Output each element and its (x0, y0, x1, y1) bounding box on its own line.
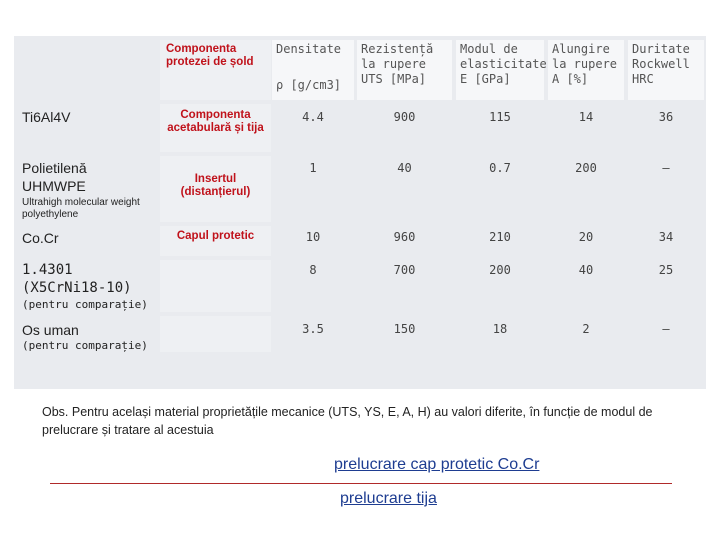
material-name: Os uman (22, 322, 79, 338)
material-name-secondary: (X5CrNi18-10) (22, 280, 132, 296)
header-density: Densitate ρ [g/cm3] (272, 40, 354, 100)
material-name: Ti6Al4V (22, 109, 71, 125)
density-value: 1 (309, 161, 317, 175)
header-hardness: Duritate Rockwell HRC (628, 40, 704, 100)
elongation-value: 200 (575, 161, 597, 175)
header-uts: Rezistență la rupere UTS [MPa] (357, 40, 452, 100)
elongation-value: 14 (578, 110, 594, 124)
link-tija[interactable]: prelucrare tija (340, 490, 437, 507)
modulus-value: 18 (492, 322, 508, 336)
material-note: Ultrahigh molecular weight polyethylene (22, 197, 140, 220)
uts-value: 40 (397, 161, 412, 175)
uts-value: 960 (393, 230, 416, 244)
material-name-secondary: UHMWPE (22, 178, 86, 194)
hardness-value: 34 (658, 230, 674, 244)
observation-note: Obs. Pentru același material proprietățile mecanice (UTS, YS, E, A, H) au valori diferite, în funcție de modul de prelucrare și tratare al acestuia (42, 405, 653, 437)
uts-value: 700 (393, 263, 416, 277)
component-label: Capul protetic (160, 226, 271, 256)
modulus-value: 200 (489, 263, 511, 277)
elongation-value: 40 (578, 263, 594, 277)
hardness-value: – (662, 322, 670, 336)
link-cap-protetic[interactable]: prelucrare cap protetic Co.Cr (334, 456, 540, 473)
component-label: Insertul (distanțierul) (160, 156, 271, 222)
uts-value: 900 (393, 110, 416, 124)
elongation-value: 2 (582, 322, 590, 336)
component-label: Componenta acetabulară și tija (160, 104, 271, 152)
density-value: 3.5 (302, 322, 324, 336)
material-name: Polietilenă (22, 160, 87, 176)
uts-value: 150 (393, 322, 416, 336)
material-note: (pentru comparație) (22, 298, 148, 311)
hardness-value: 36 (658, 110, 674, 124)
component-label (160, 260, 271, 312)
header-component: Componenta protezei de șold (160, 40, 271, 100)
material-note: (pentru comparație) (22, 339, 148, 352)
divider-line (50, 483, 672, 484)
component-label (160, 316, 271, 352)
elongation-value: 20 (578, 230, 594, 244)
modulus-value: 0.7 (489, 161, 511, 175)
hardness-value: – (662, 161, 670, 175)
density-value: 4.4 (302, 110, 324, 124)
modulus-value: 115 (489, 110, 511, 124)
material-name: 1.4301 (22, 262, 73, 278)
density-value: 8 (309, 263, 317, 277)
header-modulus: Modul de elasticitate E [GPa] (456, 40, 544, 100)
material-name: Co.Cr (22, 230, 59, 246)
density-value: 10 (305, 230, 321, 244)
hardness-value: 25 (658, 263, 674, 277)
header-elongation: Alungire la rupere A [%] (548, 40, 624, 100)
modulus-value: 210 (489, 230, 511, 244)
